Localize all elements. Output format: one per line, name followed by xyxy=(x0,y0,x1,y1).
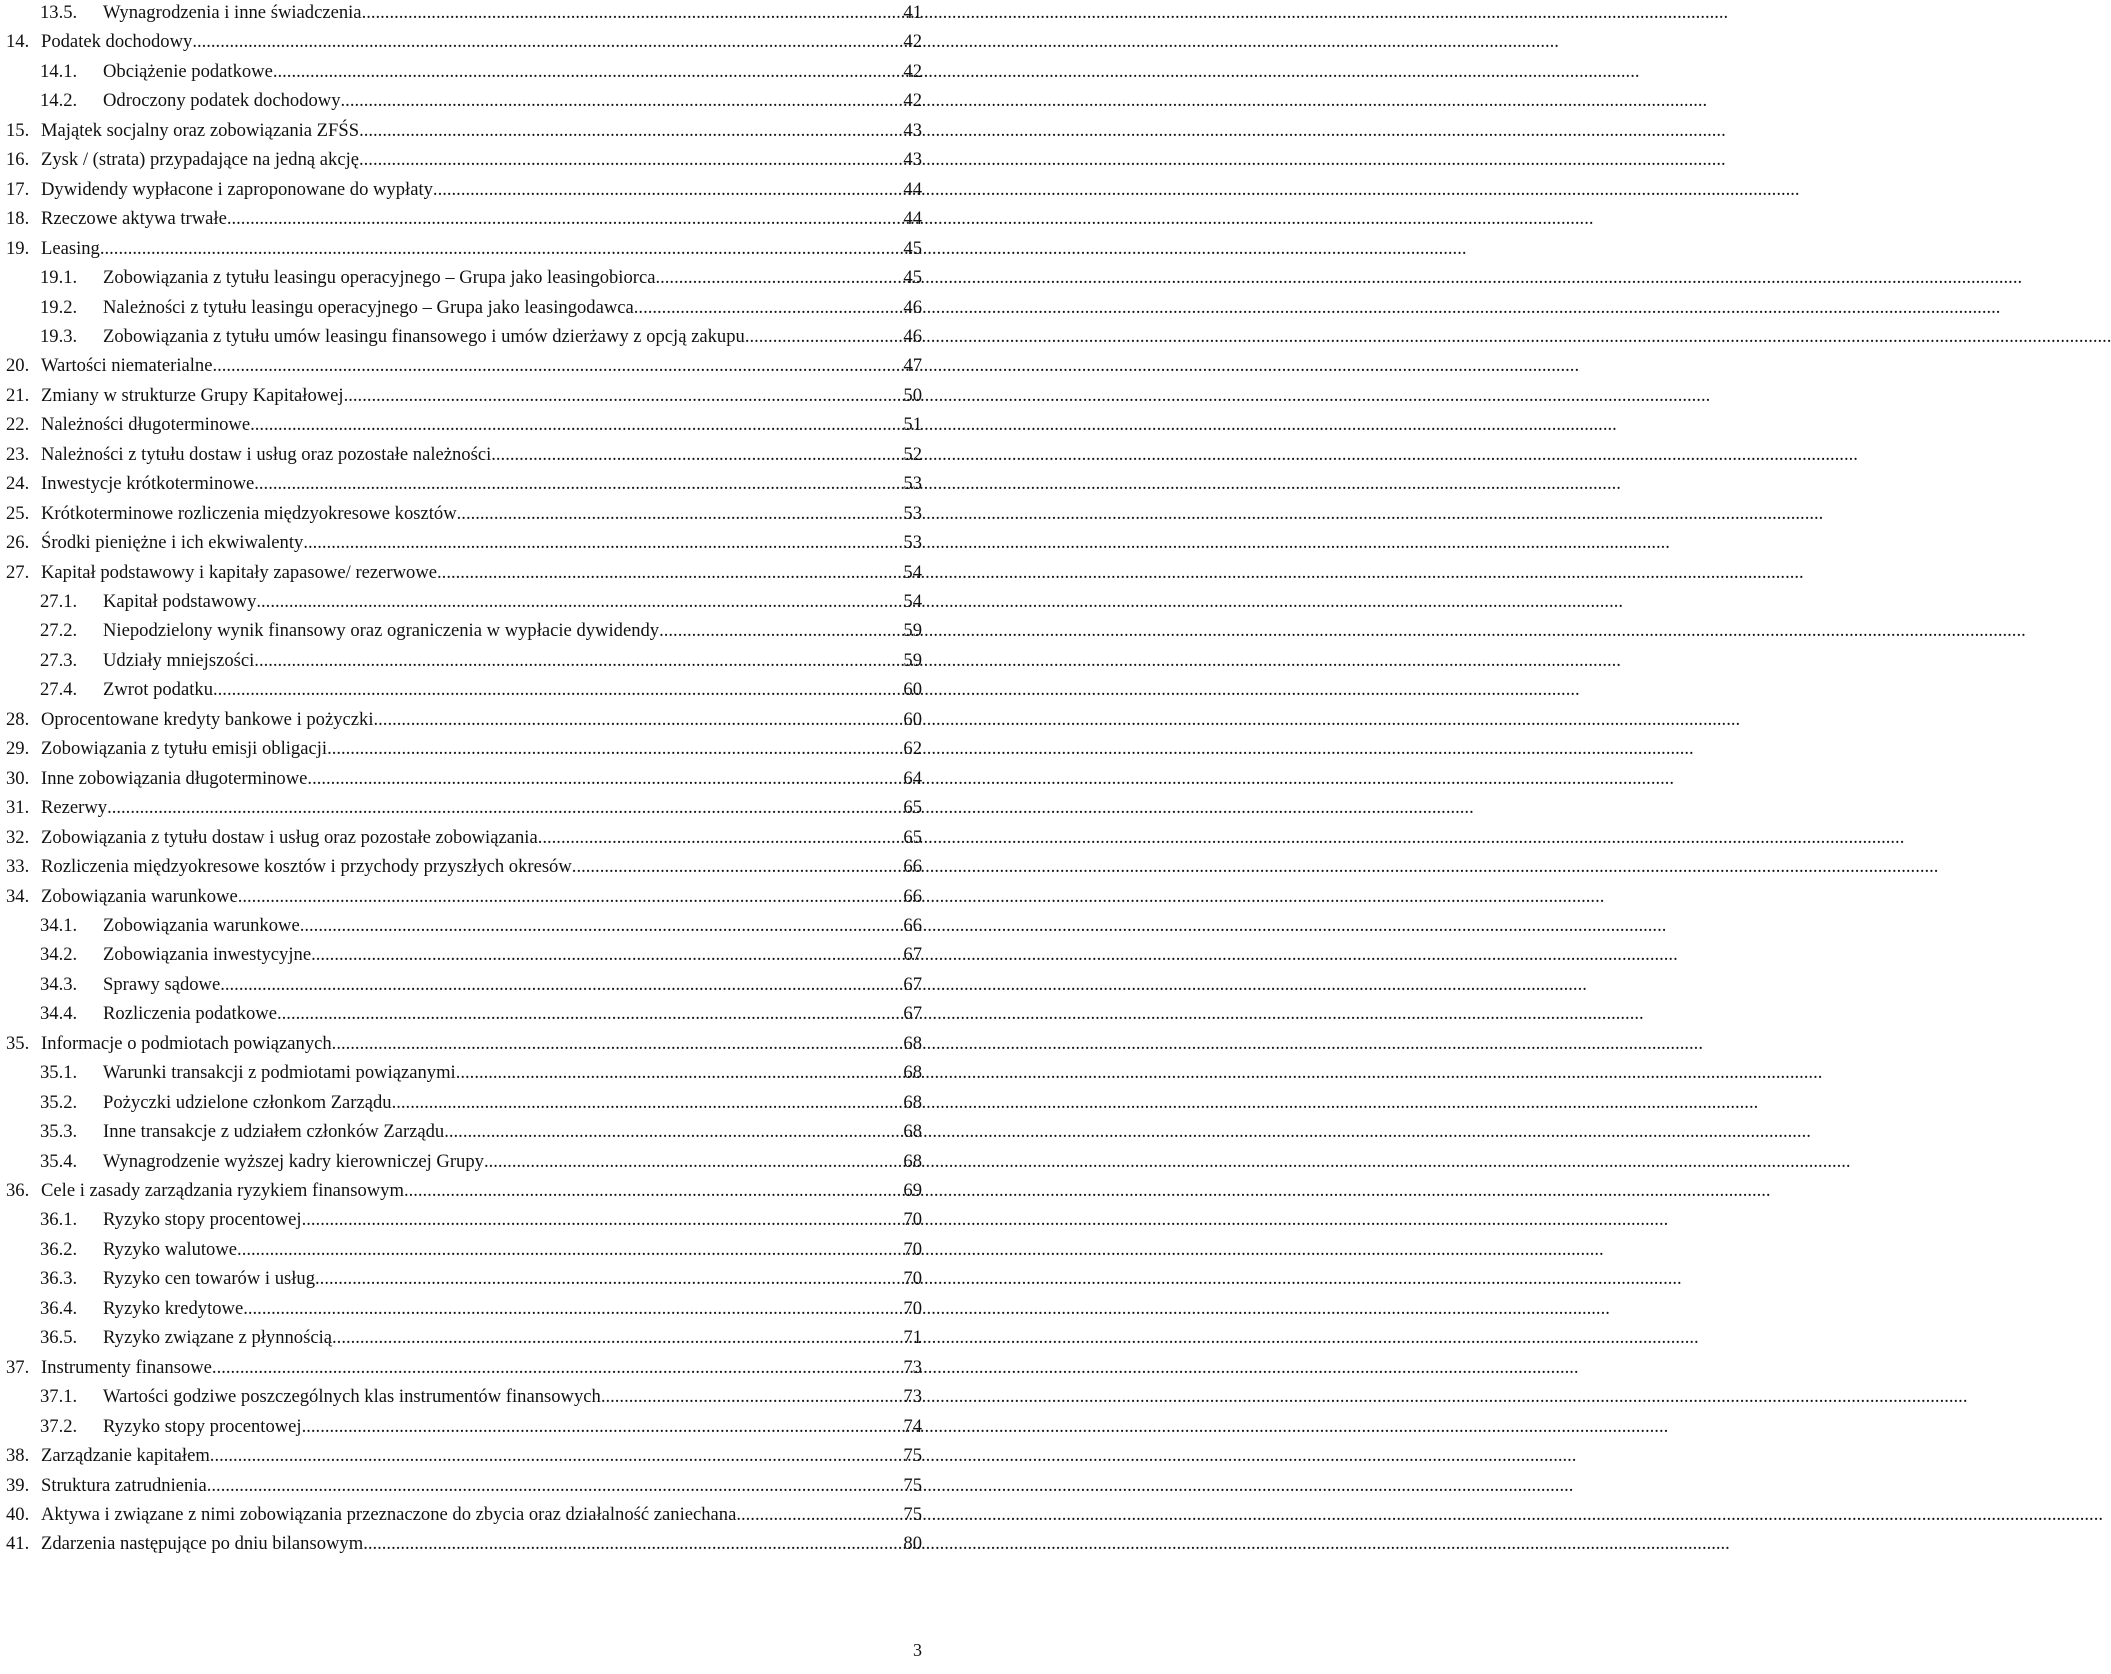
toc-entry-title: Niepodzielony wynik finansowy oraz ograniczenia w wypłacie dywidendy xyxy=(103,620,660,642)
toc-leader-dots xyxy=(634,295,903,321)
toc-leader-dots xyxy=(302,1414,903,1440)
toc-entry-number: 19. xyxy=(6,237,30,259)
toc-leader-dots xyxy=(444,1119,902,1145)
toc-entry[interactable] xyxy=(6,147,922,173)
toc-entry-number: 35.3. xyxy=(40,1121,78,1143)
toc-leader-dots xyxy=(192,29,902,55)
toc-entry[interactable] xyxy=(6,884,922,910)
toc-entry-number: 29. xyxy=(6,738,30,760)
toc-entry-title: Podatek dochodowy xyxy=(41,31,193,53)
toc-entry-number: 26. xyxy=(6,532,30,554)
toc-entry-title: Struktura zatrudnienia xyxy=(41,1474,207,1496)
toc-entry-number: 35.2. xyxy=(40,1091,78,1113)
toc-leader-dots xyxy=(243,1296,902,1322)
toc-entry[interactable] xyxy=(40,1325,922,1351)
toc-leader-dots xyxy=(736,1502,902,1528)
toc-entry-number: 20. xyxy=(6,355,30,377)
toc-entry-title: Rozliczenia międzyokresowe kosztów i przychody przyszłych okresów xyxy=(41,856,572,878)
toc-entry-number: 27.3. xyxy=(40,649,78,671)
toc-entry[interactable] xyxy=(40,1237,922,1263)
toc-entry[interactable] xyxy=(40,942,922,968)
toc-entry-page: 70 xyxy=(903,1238,922,1260)
toc-entry-title: Zysk / (strata) przypadające na jedną akcję xyxy=(41,149,359,171)
toc-entry[interactable] xyxy=(6,442,922,468)
toc-entry-page: 60 xyxy=(903,708,922,730)
toc-entry-number: 34.3. xyxy=(40,973,78,995)
toc-entry-page: 74 xyxy=(903,1415,922,1437)
toc-entry-number: 15. xyxy=(6,119,30,141)
toc-leader-dots xyxy=(601,1384,903,1410)
toc-leader-dots xyxy=(207,1473,903,1499)
toc-entry-title: Zobowiązania inwestycyjne xyxy=(103,944,312,966)
toc-entry-page: 52 xyxy=(903,443,922,465)
toc-entry-title: Zdarzenia następujące po dniu bilansowym xyxy=(41,1533,364,1555)
toc-entry[interactable] xyxy=(6,1031,922,1057)
toc-entry-number: 38. xyxy=(6,1445,30,1467)
toc-entry-title: Informacje o podmiotach powiązanych. xyxy=(41,1032,337,1054)
toc-entry-number: 14.2. xyxy=(40,90,78,112)
toc-leader-dots xyxy=(212,353,902,379)
toc-entry-number: 16. xyxy=(6,149,30,171)
toc-entry-title: Cele i zasady zarządzania ryzykiem finansowym xyxy=(41,1180,404,1201)
toc-entry-page: 65 xyxy=(903,797,922,819)
toc-leader-dots xyxy=(227,206,903,232)
toc-leader-dots xyxy=(404,1178,902,1204)
toc-entry-number: 23. xyxy=(6,443,30,465)
toc-entry-page: 62 xyxy=(903,738,922,760)
toc-entry[interactable] xyxy=(40,1296,922,1322)
toc-entry-page: 60 xyxy=(903,679,922,701)
toc-entry-page: 44 xyxy=(903,208,922,230)
toc-entry[interactable] xyxy=(6,1531,922,1557)
toc-leader-dots xyxy=(572,854,903,880)
toc-leader-dots xyxy=(237,1237,902,1263)
toc-entry[interactable] xyxy=(6,1502,922,1528)
toc-entry-page: 44 xyxy=(903,178,922,200)
toc-leader-dots xyxy=(433,177,902,203)
toc-entry[interactable] xyxy=(40,0,922,26)
toc-entry-number: 37. xyxy=(6,1356,30,1378)
toc-entry[interactable] xyxy=(6,353,922,379)
toc-entry[interactable] xyxy=(40,618,922,644)
toc-entry-page: 51 xyxy=(903,414,922,436)
toc-entry-number: 36.4. xyxy=(40,1297,78,1319)
toc-entry[interactable] xyxy=(6,560,922,586)
toc-entry-title: Pożyczki udzielone członkom Zarządu xyxy=(103,1091,392,1113)
toc-entry[interactable] xyxy=(6,707,922,733)
toc-entry[interactable] xyxy=(6,1443,922,1469)
toc-leader-dots xyxy=(302,1207,903,1233)
toc-entry[interactable] xyxy=(40,324,922,350)
toc-leader-dots xyxy=(327,736,902,762)
toc-leader-dots xyxy=(273,59,903,85)
toc-entry-page: 68 xyxy=(903,1091,922,1113)
toc-leader-dots xyxy=(655,265,902,291)
toc-entry-number: 17. xyxy=(6,178,30,200)
toc-entry-page: 54 xyxy=(903,591,922,612)
toc-entry-page: 53 xyxy=(903,502,922,524)
toc-entry-number: 19.1. xyxy=(40,267,78,289)
toc-entry-title: Dywidendy wypłacone i zaproponowane do wypłaty xyxy=(41,178,433,200)
toc-entry-page: 43 xyxy=(903,119,922,141)
toc-entry-title: Inne zobowiązania długoterminowe xyxy=(41,767,308,789)
toc-entry[interactable] xyxy=(6,177,922,203)
toc-entry-page: 59 xyxy=(903,620,922,642)
toc-entry-page: 59 xyxy=(903,649,922,671)
toc-entry-title: Zmiany w strukturze Grupy Kapitałowej xyxy=(41,384,344,406)
toc-entry-page: 75 xyxy=(903,1503,922,1525)
toc-entry[interactable] xyxy=(40,295,922,321)
toc-entry-page: 70 xyxy=(903,1268,922,1290)
toc-entry-title: Inwestycje krótkoterminowe xyxy=(41,473,255,495)
toc-entry-page: 70 xyxy=(903,1209,922,1231)
toc-leader-dots xyxy=(456,1060,903,1086)
toc-entry[interactable] xyxy=(6,766,922,792)
toc-entry[interactable] xyxy=(6,736,922,762)
toc-entry-title: Ryzyko cen towarów i usług xyxy=(103,1268,316,1290)
toc-leader-dots xyxy=(250,412,902,438)
toc-entry-title: Instrumenty finansowe xyxy=(41,1356,212,1378)
toc-leader-dots xyxy=(311,942,902,968)
toc-entry-number: 36.2. xyxy=(40,1238,78,1260)
toc-entry-page: 53 xyxy=(903,532,922,554)
toc-entry-title: Majątek socjalny oraz zobowiązania ZFŚS xyxy=(41,119,360,141)
toc-entry-title: Należności długoterminowe xyxy=(41,414,251,436)
toc-entry-title: Inne transakcje z udziałem członków Zarządu xyxy=(103,1121,445,1143)
toc-entry[interactable] xyxy=(40,1266,922,1292)
toc-entry-page: 67 xyxy=(903,1003,922,1025)
toc-entry-title: Odroczony podatek dochodowy xyxy=(103,90,341,112)
toc-leader-dots xyxy=(437,560,902,586)
toc-entry-number: 13.5. xyxy=(40,2,78,23)
toc-entry-page: 80 xyxy=(903,1533,922,1555)
toc-entry-title: Zobowiązania warunkowe xyxy=(103,914,300,936)
toc-entry-title: Ryzyko walutowe xyxy=(103,1238,238,1260)
toc-entry-number: 18. xyxy=(6,208,30,230)
toc-entry-title: Leasing xyxy=(41,237,100,259)
toc-leader-dots xyxy=(332,1325,902,1351)
toc-leader-dots xyxy=(659,618,902,644)
toc-entry[interactable] xyxy=(6,530,922,556)
toc-entry-title: Ryzyko stopy procentowej xyxy=(103,1415,302,1437)
toc-entry-page: 67 xyxy=(903,973,922,995)
toc-leader-dots xyxy=(213,677,902,703)
toc-leader-dots xyxy=(363,1531,902,1557)
toc-entry-page: 45 xyxy=(903,267,922,289)
toc-entry[interactable] xyxy=(40,1414,922,1440)
toc-entry[interactable] xyxy=(6,236,922,262)
toc-entry[interactable] xyxy=(6,412,922,438)
toc-entry-number: 36. xyxy=(6,1180,30,1201)
toc-entry-title: Krótkoterminowe rozliczenia międzyokresowe kosztów xyxy=(41,502,457,524)
toc-entry[interactable] xyxy=(6,795,922,821)
toc-entry-number: 31. xyxy=(6,797,30,819)
toc-leader-dots xyxy=(359,147,902,173)
toc-entry[interactable] xyxy=(6,1473,922,1499)
toc-entry-title: Zarządzanie kapitałem xyxy=(41,1445,210,1467)
toc-entry[interactable] xyxy=(40,59,922,85)
toc-leader-dots xyxy=(212,1355,902,1381)
toc-entry-page: 47 xyxy=(903,355,922,377)
toc-entry-page: 42 xyxy=(903,90,922,112)
toc-entry-title: Kapitał podstawowy i kapitały zapasowe/ rezerwowe xyxy=(41,561,438,583)
toc-entry-number: 21. xyxy=(6,384,30,406)
toc-leader-dots xyxy=(220,972,902,998)
toc-entry[interactable] xyxy=(40,589,922,615)
toc-entry[interactable] xyxy=(40,1119,922,1145)
toc-entry-title: Ryzyko stopy procentowej xyxy=(103,1209,302,1231)
toc-entry-number: 14. xyxy=(6,31,30,53)
toc-leader-dots xyxy=(100,236,903,262)
toc-leader-dots xyxy=(336,1031,902,1057)
toc-entry-title: Ryzyko kredytowe xyxy=(103,1297,244,1319)
toc-entry-page: 66 xyxy=(903,885,922,907)
toc-entry-page: 46 xyxy=(903,325,922,347)
toc-leader-dots xyxy=(484,1149,902,1175)
toc-entry[interactable] xyxy=(6,854,922,880)
toc-entry-title: Zobowiązania z tytułu dostaw i usług oraz pozostałe zobowiązania xyxy=(41,826,538,848)
toc-entry[interactable] xyxy=(40,1384,922,1410)
toc-entry-page: 65 xyxy=(903,826,922,848)
toc-entry-number: 35. xyxy=(6,1032,30,1054)
toc-entry-page: 66 xyxy=(903,914,922,936)
toc-entry-number: 28. xyxy=(6,708,30,730)
toc-entry[interactable] xyxy=(6,118,922,144)
toc-entry-page: 42 xyxy=(903,60,922,82)
toc-entry-number: 41. xyxy=(6,1533,30,1555)
toc-leader-dots xyxy=(303,530,902,556)
toc-leader-dots xyxy=(300,913,903,939)
toc-leader-dots xyxy=(745,324,903,350)
toc-entry-number: 24. xyxy=(6,473,30,495)
toc-entry-page: 75 xyxy=(903,1445,922,1467)
toc-leader-dots xyxy=(307,766,902,792)
toc-entry-title: Oprocentowane kredyty bankowe i pożyczki xyxy=(41,708,374,730)
toc-entry-page: 75 xyxy=(903,1474,922,1496)
toc-leader-dots xyxy=(491,442,902,468)
toc-entry-number: 27.1. xyxy=(40,591,78,612)
toc-entry-number: 34. xyxy=(6,885,30,907)
toc-entry-page: 43 xyxy=(903,149,922,171)
toc-entry[interactable] xyxy=(40,1149,922,1175)
toc-entry-title: Rzeczowe aktywa trwałe xyxy=(41,208,227,230)
toc-entry-page: 54 xyxy=(903,561,922,583)
toc-entry-page: 42 xyxy=(903,31,922,53)
toc-leader-dots xyxy=(457,501,903,527)
toc-entry[interactable] xyxy=(40,677,922,703)
toc-entry-number: 33. xyxy=(6,856,30,878)
toc-entry-number: 14.1. xyxy=(40,60,78,82)
toc-entry-number: 27.2. xyxy=(40,620,78,642)
toc-entry[interactable] xyxy=(40,1001,922,1027)
toc-entry-page: 73 xyxy=(903,1386,922,1408)
toc-leader-dots xyxy=(362,0,903,26)
toc-entry-number: 25. xyxy=(6,502,30,524)
toc-entry[interactable] xyxy=(6,29,922,55)
toc-entry[interactable] xyxy=(6,206,922,232)
toc-entry-page: 71 xyxy=(903,1327,922,1349)
toc-leader-dots xyxy=(210,1443,903,1469)
toc-entry-title: Środki pieniężne i ich ekwiwalenty xyxy=(41,532,304,554)
toc-entry[interactable] xyxy=(6,383,922,409)
toc-entry-page: 70 xyxy=(903,1297,922,1319)
toc-entry-page: 68 xyxy=(903,1032,922,1054)
toc-entry-title: Rezerwy xyxy=(41,797,108,819)
toc-leader-dots xyxy=(254,471,902,497)
toc-entry-title: Kapitał podstawowy xyxy=(103,591,257,612)
toc-entry-page: 50 xyxy=(903,384,922,406)
toc-leader-dots xyxy=(256,589,902,615)
toc-entry-title: Należności z tytułu dostaw i usług oraz pozostałe należności xyxy=(41,443,492,465)
toc-entry-title: Obciążenie podatkowe xyxy=(103,60,273,82)
toc-entry[interactable] xyxy=(6,1178,922,1204)
toc-entry[interactable] xyxy=(6,471,922,497)
toc-entry-number: 36.1. xyxy=(40,1209,78,1231)
toc-entry-title: Aktywa i związane z nimi zobowiązania przeznaczone do zbycia oraz działalność zaniechana xyxy=(41,1503,737,1525)
toc-entry-title: Wartości niematerialne xyxy=(41,355,213,377)
toc-leader-dots xyxy=(254,648,902,674)
toc-entry-title: Ryzyko związane z płynnością xyxy=(103,1327,333,1349)
page-number: 3 xyxy=(913,1640,922,1660)
toc-entry-page: 69 xyxy=(903,1180,922,1201)
toc-entry[interactable] xyxy=(40,648,922,674)
toc-entry-title: Wynagrodzenie wyższej kadry kierowniczej Grupy xyxy=(103,1150,484,1172)
toc-entry-number: 36.3. xyxy=(40,1268,78,1290)
toc-entry-title: Zobowiązania z tytułu leasingu operacyjnego – Grupa jako leasingobiorca xyxy=(103,267,656,289)
toc-leader-dots xyxy=(315,1266,902,1292)
toc-entry-page: 67 xyxy=(903,944,922,966)
toc-entry-title: Warunki transakcji z podmiotami powiązanymi xyxy=(103,1062,456,1084)
toc-leader-dots xyxy=(277,1001,902,1027)
toc-entry-number: 19.2. xyxy=(40,296,78,318)
toc-entry-page: 46 xyxy=(903,296,922,318)
toc-leader-dots xyxy=(538,825,903,851)
toc-entry-title: Wartości godziwe poszczególnych klas instrumentów finansowych xyxy=(103,1386,601,1408)
toc-entry-title: Zobowiązania z tytułu umów leasingu finansowego i umów dzierżawy z opcją zakupu xyxy=(103,325,745,347)
toc-entry-title: Udziały mniejszości xyxy=(103,649,255,671)
toc-entry-page: 68 xyxy=(903,1150,922,1172)
toc-entry[interactable] xyxy=(6,825,922,851)
toc-entry-number: 22. xyxy=(6,414,30,436)
toc-entry-page: 73 xyxy=(903,1356,922,1378)
toc-entry-number: 34.4. xyxy=(40,1003,78,1025)
toc-entry-page: 68 xyxy=(903,1121,922,1143)
toc-entry-page: 68 xyxy=(903,1062,922,1084)
toc-leader-dots xyxy=(344,383,903,409)
toc-entry-number: 36.5. xyxy=(40,1327,78,1349)
toc-entry-number: 35.4. xyxy=(40,1150,78,1172)
toc-entry-number: 37.1. xyxy=(40,1386,78,1408)
toc-entry-title: Wynagrodzenia i inne świadczenia xyxy=(103,2,362,23)
toc-entry-title: Należności z tytułu leasingu operacyjnego – Grupa jako leasingodawca xyxy=(103,296,634,318)
toc-entry-page: 66 xyxy=(903,856,922,878)
toc-entry-number: 19.3. xyxy=(40,325,78,347)
toc-entry-title: Rozliczenia podatkowe xyxy=(103,1003,277,1025)
toc-leader-dots xyxy=(359,118,902,144)
toc-entry-title: Zobowiązania warunkowe xyxy=(41,885,238,907)
toc-entry-number: 40. xyxy=(6,1503,30,1525)
toc-entry[interactable] xyxy=(40,913,922,939)
toc-entry-number: 34.2. xyxy=(40,944,78,966)
toc-entry[interactable] xyxy=(40,1090,922,1116)
toc-entry-title: Zobowiązania z tytułu emisji obligacji xyxy=(41,738,328,760)
toc-leader-dots xyxy=(341,88,903,114)
toc-entry[interactable] xyxy=(40,88,922,114)
toc-leader-dots xyxy=(374,707,903,733)
toc-entry-number: 30. xyxy=(6,767,30,789)
toc-entry-number: 37.2. xyxy=(40,1415,78,1437)
toc-entry[interactable] xyxy=(40,1060,922,1086)
toc-entry-page: 53 xyxy=(903,473,922,495)
toc-entry-title: Zwrot podatku xyxy=(103,679,213,701)
toc-entry-page: 64 xyxy=(903,767,922,789)
toc-leader-dots xyxy=(238,884,903,910)
toc-entry-number: 34.1. xyxy=(40,914,78,936)
toc-entry[interactable] xyxy=(6,1355,922,1381)
toc-entry[interactable] xyxy=(40,1207,922,1233)
toc-entry-number: 39. xyxy=(6,1474,30,1496)
toc-entry-number: 27.4. xyxy=(40,679,78,701)
toc-leader-dots xyxy=(107,795,902,821)
toc-entry-number: 35.1. xyxy=(40,1062,78,1084)
toc-entry-page: 41 xyxy=(903,2,922,23)
toc-leader-dots xyxy=(392,1090,903,1116)
toc-entry[interactable] xyxy=(6,501,922,527)
toc-entry-title: Sprawy sądowe xyxy=(103,973,221,995)
toc-entry-number: 32. xyxy=(6,826,30,848)
toc-entry-page: 45 xyxy=(903,237,922,259)
toc-entry-number: 27. xyxy=(6,561,30,583)
toc-entry[interactable] xyxy=(40,265,922,291)
toc-entry[interactable] xyxy=(40,972,922,998)
